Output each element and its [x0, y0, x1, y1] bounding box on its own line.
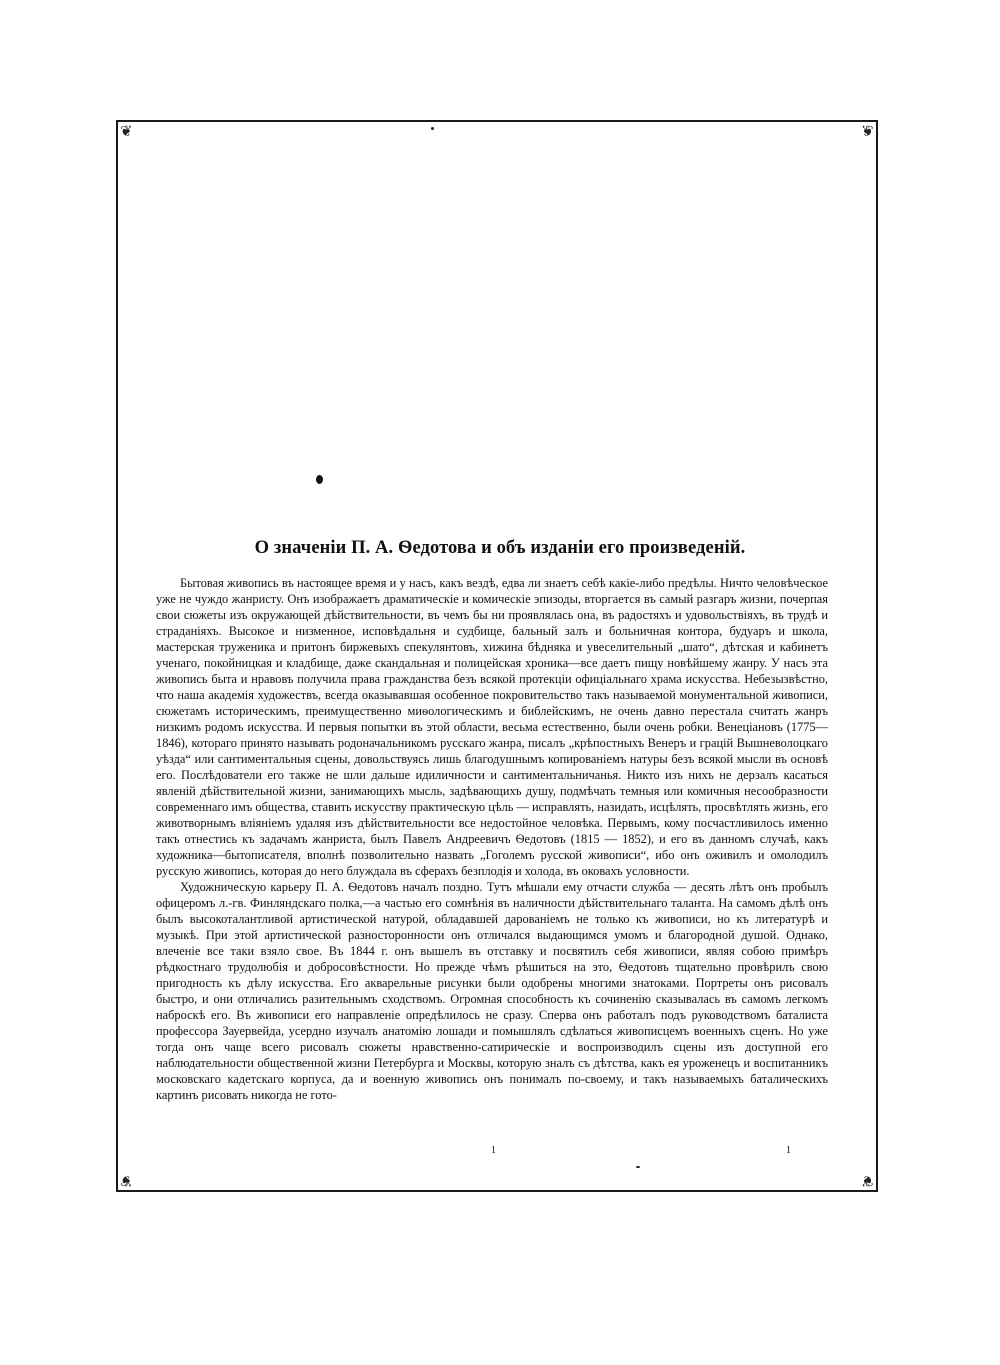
- page-number: 1: [491, 1145, 496, 1156]
- ornament-dot-icon: [316, 475, 323, 484]
- corner-ornament-icon: ❦: [861, 1172, 874, 1190]
- corner-ornament-icon: ❦: [120, 122, 133, 140]
- paragraph: Художническую карьеру П. А. Ѳедотовъ началъ поздно. Тутъ мѣшали ему отчасти служба — десять лѣтъ онъ пробылъ офицеромъ л.-гв. Финляндскаго полка,—а частью его сомнѣнія въ наличности дѣйствительнаго таланта. На самомъ дѣлѣ онъ былъ высокоталантливой артистической натурой, обладавшей дарованіемъ не только къ живописи, но къ литературѣ и музыкѣ. При этой артистической разносторонности онъ отличался выдающимся умомъ и благородной душой. Однако, влеченіе все таки взяло свое. Въ 1844 г. онъ вышелъ въ отставку и посвятилъ себя живописи, являя собою примѣръ рѣдкостнаго трудолюбія и добросовѣстности. Но прежде чѣмъ рѣшиться на это, Ѳедотовъ тщательно провѣрилъ свою пригодность къ дѣлу искусства. Его акварельные рисунки были одобрены многими знатоками. Портреты онъ рисовалъ быстро, и они отличались разительнымъ сходствомъ. Огромная способность къ сочиненію сказывалась въ самомъ легкомъ наброскѣ его. Въ живописи его направленіе опредѣлилось не сразу. Сперва онъ работалъ подъ руководствомъ баталиста профессора Зауервейда, усердно изучалъ анатомію лошади и помышлялъ сдѣлаться живописцемъ военныхъ сценъ. Но уже тогда онъ чаще всего рисовалъ сюжеты нравственно-сатирическіе и воспроизводилъ сцены изъ доступной его наблюдательности общественной жизни Петербурга и Москвы, которую зналъ съ дѣтства, какъ ея уроженецъ и воспитанникъ московскаго кадетскаго корпуса, да и военную живопись онъ понималъ по-своему, и такъ называемыхъ баталическихъ картинъ рисовать никогда не гото-: [156, 880, 828, 1102]
- ink-speck: [431, 127, 434, 130]
- page-number: 1: [786, 1145, 791, 1156]
- article-body: [156, 575, 828, 1103]
- corner-ornament-icon: ❦: [861, 122, 874, 140]
- paragraph: Бытовая живопись въ настоящее время и у насъ, какъ вездѣ, едва ли знаетъ себѣ какіе-либо предѣлы. Ничто человѣческое уже не чуждо жанристу. Онъ изображаетъ драматическіе и комическіе эпизоды, вторгается въ самый разгаръ жизни, почерпая свои сюжеты изъ окружающей дѣйствительности, въ чемъ бы ни проявлялась она, въ радостяхъ и удовольствіяхъ, въ трудѣ и страданіяхъ. Высокое и низменное, исповѣдальня и судбище, бальный залъ и больничная контора, будуаръ и школа, мастерская труженика и притонъ биржевыхъ спекулянтовъ, хижина бѣдняка и увеселительный „шато“, дѣтская и кабинетъ ученаго, покойницкая и кладбище, даже скандальная и полицейская хроника—все даетъ пищу новѣйшему жанру. У насъ эта живопись быта и нравовъ получила права гражданства безъ всякой протекціи офиціальнаго храма искусства. Небезызвѣстно, что наша академія художествъ, всегда оказывавшая особенное покровительство такъ называемой монументальной живописи, сюжетамъ историческимъ, преимущественно миѳологическимъ и библейскимъ, не очень давно перестала считать жанръ низкимъ родомъ искусства. И первыя попытки въ этой области, весьма естественно, были очень робки. Венеціановъ (1775—1846), котораго принято называть родоначальникомъ русскаго жанра, писалъ „крѣпостныхъ Венеръ и грацій Вышневолоцкаго уѣзда“ или сантиментальныя сцены, довольствуясь лишь благодушнымъ копированіемъ натуры безъ всякой мысли въ основѣ его. Послѣдователи его также не шли дальше идиличности и сантиментальничанья. Никто изъ нихъ не дерзалъ касаться явленій дѣйствительной жизни, занимающихъ мысль, задѣвающихъ душу, подмѣчать темныя или комичныя несообразности современнаго имъ общества, ставить искусству практическую цѣль — исправлять, назидать, исцѣлять, просвѣтлять жизнь, его животворнымъ вліяніемъ удаляя изъ дѣйствительности все недостойное человѣка. Первымъ, кому посчастливилось именно такъ отнестись къ задачамъ жанриста, былъ Павелъ Андреевичъ Ѳедотовъ (1815 — 1852), и его въ данномъ случаѣ, какъ художника—бытописателя, вполнѣ позволительно назвать „Гоголемъ русской живописи“, ибо онъ оживилъ и омолодилъ русскую живопись, которая до него блуждала въ сферахъ безплодія и холода, въ оковахъ условности.: [156, 576, 828, 878]
- ink-speck: [636, 1166, 640, 1168]
- article-title: О значеніи П. А. Ѳедотова и объ изданіи его произведеній.: [254, 538, 746, 558]
- corner-ornament-icon: ❦: [120, 1172, 133, 1190]
